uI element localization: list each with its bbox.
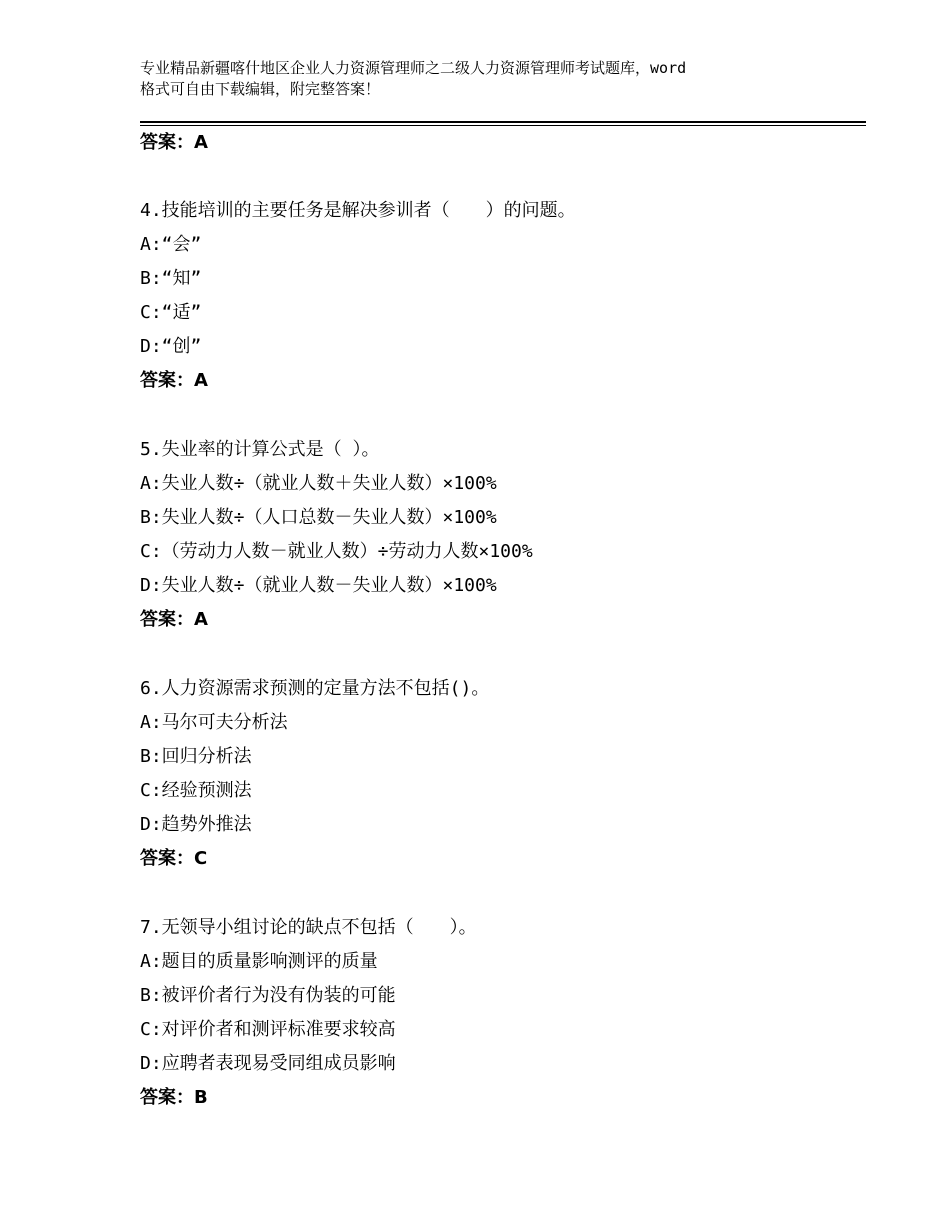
option-d: D:“创” — [140, 336, 202, 357]
answer-label: 答案：A — [140, 370, 208, 391]
option-b: B:失业人数÷（人口总数－失业人数）×100% — [140, 507, 497, 528]
question-4 — [140, 194, 860, 398]
option-b: B:回归分析法 — [140, 746, 252, 767]
header-line-2: 格式可自由下载编辑，附完整答案！ — [140, 80, 381, 98]
answer-label: 答案：C — [140, 848, 208, 869]
option-a: A:马尔可夫分析法 — [140, 712, 288, 733]
option-c: C:“适” — [140, 302, 202, 323]
option-c: C:（劳动力人数－就业人数）÷劳动力人数×100% — [140, 541, 533, 562]
question-6 — [140, 672, 860, 876]
option-c: C:经验预测法 — [140, 780, 252, 801]
question-7 — [140, 911, 860, 1115]
option-c: C:对评价者和测评标准要求较高 — [140, 1019, 396, 1040]
option-a: A:“会” — [140, 234, 202, 255]
option-b: B:“知” — [140, 268, 202, 289]
header-line-1: 专业精品新疆喀什地区企业人力资源管理师之二级人力资源管理师考试题库，word — [140, 59, 687, 77]
option-a: A:题目的质量影响测评的质量 — [140, 951, 378, 972]
option-a: A:失业人数÷（就业人数＋失业人数）×100% — [140, 473, 497, 494]
question-stem: 6.人力资源需求预测的定量方法不包括()。 — [140, 678, 490, 699]
option-b: B:被评价者行为没有伪装的可能 — [140, 985, 396, 1006]
question-stem: 7.无领导小组讨论的缺点不包括（ ）。 — [140, 917, 477, 938]
option-d: D:应聘者表现易受同组成员影响 — [140, 1053, 396, 1074]
question-stem: 5.失业率的计算公式是（ ）。 — [140, 439, 380, 460]
answer-label: 答案：B — [140, 1087, 208, 1108]
header-divider — [140, 121, 866, 126]
option-d: D:趋势外推法 — [140, 814, 252, 835]
page-header — [140, 58, 840, 100]
previous-question-answer: 答案：A — [140, 132, 208, 153]
option-d: D:失业人数÷（就业人数－失业人数）×100% — [140, 575, 497, 596]
question-stem: 4.技能培训的主要任务是解决参训者（ ）的问题。 — [140, 200, 576, 221]
answer-label: 答案：A — [140, 609, 208, 630]
question-5 — [140, 433, 860, 637]
